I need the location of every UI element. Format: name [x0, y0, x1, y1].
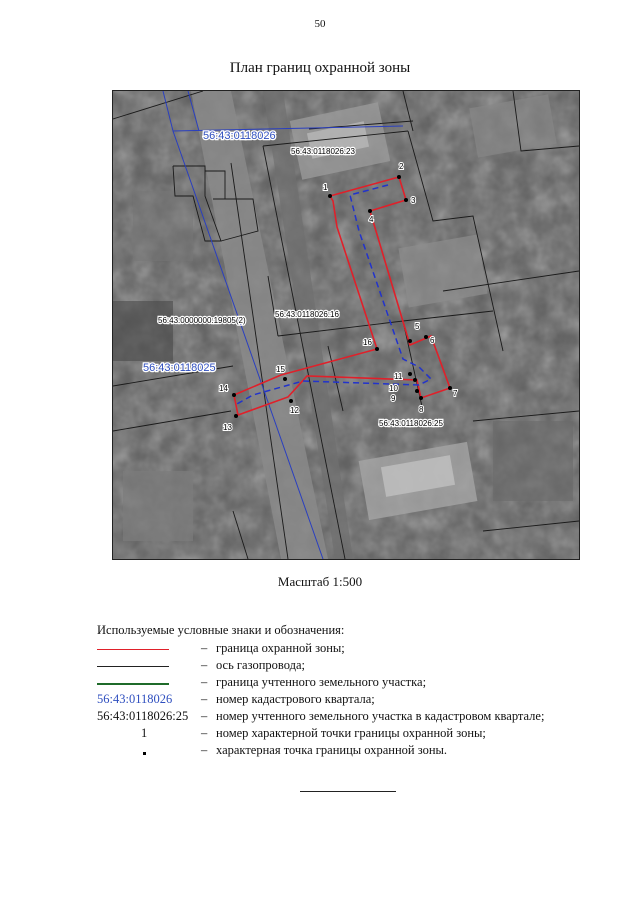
- point-label-3: 3: [411, 196, 416, 205]
- point-1: [328, 194, 332, 198]
- point-14: [232, 393, 236, 397]
- parcel-number-symbol: 56:43:0118026:25: [97, 709, 189, 723]
- point-16: [375, 347, 379, 351]
- point-label-5: 5: [415, 322, 420, 331]
- point-5: [408, 339, 412, 343]
- legend-row-quarter-number: 56:43:0118026 – номер кадастрового квартала;: [97, 692, 375, 706]
- point-13: [234, 414, 238, 418]
- point-6: [424, 335, 428, 339]
- legend-row-parcel-boundary: – граница учтенного земельного участка;: [97, 674, 617, 691]
- point-label-16: 16: [363, 338, 372, 347]
- aerial-photo: [113, 91, 579, 559]
- point-10: [413, 378, 417, 382]
- point-label-4: 4: [369, 215, 374, 224]
- parcel-label-23: 56:43:0118026:23: [291, 147, 355, 156]
- protection-zone-map: [112, 90, 580, 560]
- parcel-label-16: 56:43:0118026:16: [275, 310, 339, 319]
- quarter-label-0118025: 56:43:0118025: [143, 362, 216, 374]
- point-label-14: 14: [219, 384, 228, 393]
- point-8: [419, 396, 423, 400]
- point-label-6: 6: [430, 336, 435, 345]
- legend-heading: Используемые условные знаки и обозначения:: [97, 623, 345, 637]
- point-label-1: 1: [323, 183, 328, 192]
- parcel-label-19805: 56:43:0000000:19805(2): [158, 316, 246, 325]
- page-title: План границ охранной зоны: [229, 60, 411, 76]
- point-number-symbol: 1: [141, 726, 148, 740]
- point-label-12: 12: [290, 406, 299, 415]
- point-7: [448, 386, 452, 390]
- point-11: [408, 372, 412, 376]
- legend-row-gas-axis: – ось газопровода;: [97, 657, 617, 674]
- point-label-11: 11: [394, 372, 403, 381]
- quarter-number-symbol: 56:43:0118026: [97, 692, 173, 706]
- legend-row-point-number: 1 – номер характерной точки границы охранной зоны;: [141, 726, 486, 740]
- point-2: [397, 175, 401, 179]
- point-label-10: 10: [389, 384, 398, 393]
- legend-row-point: – характерная точка границы охранной зоны.: [97, 742, 617, 759]
- point-label-7: 7: [453, 389, 458, 398]
- footer-separator: [300, 791, 396, 792]
- quarter-label-0118026: 56:43:0118026: [203, 130, 276, 142]
- point-dot-symbol: [143, 752, 146, 755]
- point-15: [283, 377, 287, 381]
- legend-row-zone-boundary: – граница охранной зоны;: [97, 640, 617, 657]
- point-label-9: 9: [391, 394, 396, 403]
- map-scale: Масштаб 1:500: [277, 574, 363, 589]
- point-3: [404, 198, 408, 202]
- black-line-symbol: [97, 666, 169, 667]
- parcel-label-25: 56:43:0118026:25: [379, 419, 443, 428]
- page-number: 50: [314, 18, 326, 30]
- legend: [97, 623, 617, 759]
- legend-row-parcel-number: 56:43:0118026:25 – номер учтенного земельного участка в кадастровом квартале;: [97, 709, 545, 723]
- red-line-symbol: [97, 649, 169, 650]
- green-line-symbol: [97, 683, 169, 685]
- point-label-15: 15: [276, 365, 285, 374]
- point-label-2: 2: [399, 162, 404, 171]
- point-label-13: 13: [223, 423, 232, 432]
- point-9: [415, 389, 419, 393]
- point-label-8: 8: [419, 405, 424, 414]
- point-4: [368, 209, 372, 213]
- point-12: [289, 399, 293, 403]
